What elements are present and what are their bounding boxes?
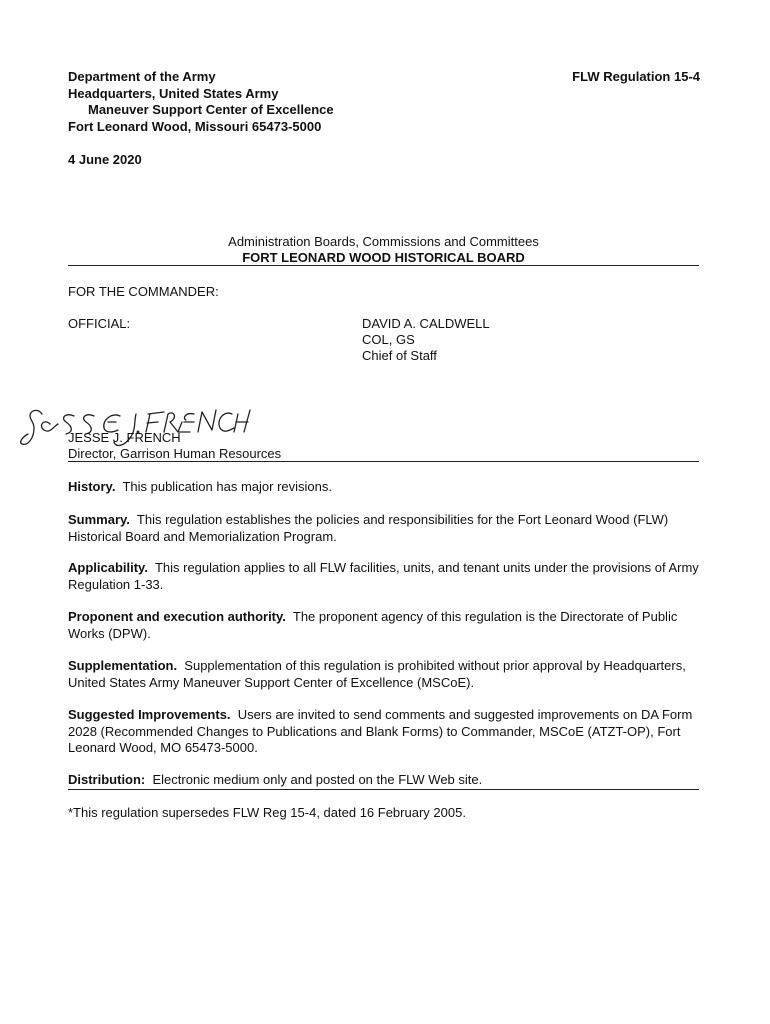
signer-rank: COL, GS — [362, 332, 415, 347]
applicability-paragraph — [68, 560, 704, 593]
suggested-improvements-paragraph — [68, 707, 704, 757]
supplementation-text: Supplementation of this regulation is prohibited without prior approval by Headquarters, United States Army Maneuver Support Center of Excellence (MSCoE). — [68, 658, 686, 690]
signer-name: DAVID A. CALDWELL — [362, 316, 490, 331]
distribution-rule — [68, 789, 699, 790]
history-paragraph — [68, 479, 704, 496]
signer-title: Chief of Staff — [362, 348, 437, 363]
applicability-text: This regulation applies to all FLW facilities, units, and tenant units under the provisions of Army Regulation 1-33. — [68, 560, 699, 592]
official-block — [68, 430, 281, 462]
org-line-department: Department of the Army — [68, 69, 216, 84]
distribution-text: Electronic medium only and posted on the FLW Web site. — [152, 772, 483, 787]
regulation-number: FLW Regulation 15-4 — [572, 69, 700, 84]
signature-text: JESSE J. FRENCH — [20, 402, 29, 403]
suggested-improvements-label: Suggested Improvements. — [68, 707, 231, 722]
document-title: FORT LEONARD WOOD HISTORICAL BOARD — [242, 250, 525, 265]
org-line-address: Fort Leonard Wood, Missouri 65473-5000 — [68, 118, 322, 134]
proponent-text: The proponent agency of this regulation is the Directorate of Public Works (DPW). — [68, 609, 678, 641]
distribution-paragraph — [68, 772, 704, 789]
signer-block — [362, 316, 490, 364]
distribution-label: Distribution: — [68, 772, 146, 787]
summary-label: Summary. — [68, 512, 130, 527]
official-title: Director, Garrison Human Resources — [68, 446, 282, 461]
suggested-improvements-text: Users are invited to send comments and suggested improvements on DA Form 2028 (Recommended Changes to Publications and Blank Forms) to Commander, MSCoE (ATZT-OP), Fort Leonard Wood, MO 65473-5000. — [68, 707, 693, 755]
applicability-label: Applicability. — [68, 560, 148, 575]
summary-text: This regulation establishes the policies and responsibilities for the Fort Leonard Wood (FLW) Historical Board and Memorialization Program. — [68, 512, 669, 544]
proponent-paragraph — [68, 609, 704, 642]
supplementation-label: Supplementation. — [68, 658, 178, 673]
issuing-organization — [68, 69, 334, 135]
proponent-label: Proponent and execution authority. — [68, 609, 286, 624]
history-label: History. — [68, 479, 116, 494]
official-label: OFFICIAL: — [68, 316, 131, 331]
publication-date: 4 June 2020 — [68, 152, 142, 167]
title-category: Administration Boards, Commissions and Committees — [228, 234, 539, 249]
history-text: This publication has major revisions. — [122, 479, 332, 494]
summary-paragraph — [68, 512, 704, 545]
supersession-note: *This regulation supersedes FLW Reg 15-4, dated 16 February 2005. — [68, 805, 466, 820]
supplementation-paragraph — [68, 658, 704, 691]
title-rule — [68, 265, 699, 266]
org-line-headquarters: Headquarters, United States Army — [68, 85, 279, 101]
for-the-commander: FOR THE COMMANDER: — [68, 284, 219, 299]
signature-rule — [68, 461, 699, 462]
org-line-center: Maneuver Support Center of Excellence — [88, 102, 334, 117]
official-name: JESSE J. FRENCH — [68, 430, 181, 445]
title-block — [68, 234, 699, 266]
